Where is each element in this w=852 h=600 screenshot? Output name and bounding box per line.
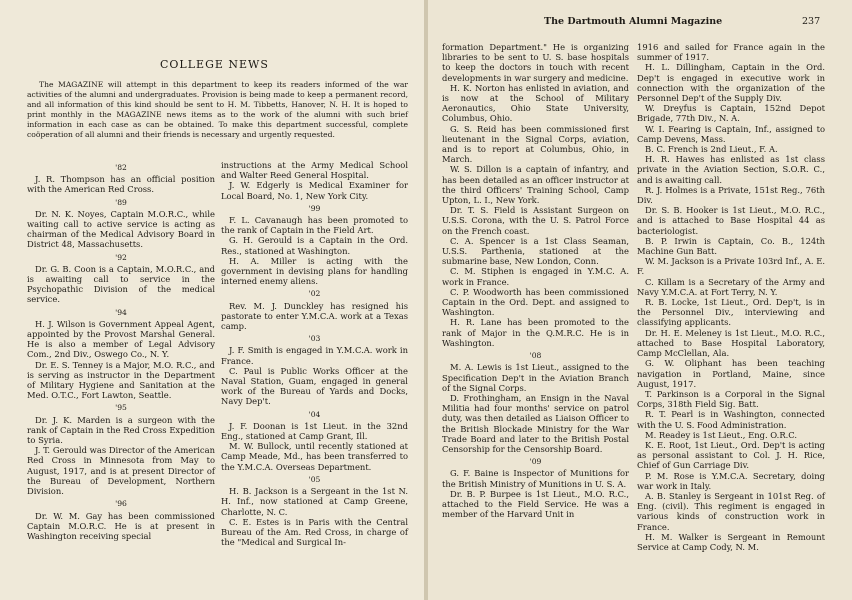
news-item: C. M. Stiphen is engaged in Y.M.C. A. work in France. bbox=[442, 266, 629, 287]
news-item: J. T. Gerould was Director of the American Red Cross in Minnesota from May to August, 1917, and is at present Director of the Bureau of Development, Northern Division. bbox=[27, 445, 215, 497]
news-item: C. P. Woodworth has been commissioned Captain in the Ord. Dept. and assigned to Washington. bbox=[442, 286, 629, 318]
class-year-heading: '95 bbox=[115, 403, 127, 413]
news-item: J. W. Edgerly is Medical Examiner for Local Board, No. 1, New York City. bbox=[221, 180, 408, 201]
news-item: W. S. Dillon is a captain of infantry, and has been detailed as an officer instructor at the third Officers' Training School, Camp Upton, L. I., New York. bbox=[442, 164, 629, 206]
class-year-heading: '09 bbox=[529, 457, 542, 467]
news-item: R. J. Holmes is a Private, 151st Reg., 76th Div. bbox=[637, 184, 825, 206]
news-item: Dr. S. B. Hooker is 1st Lieut., M.O. R.C., and is attached to Base Hospital 44 as bacteriologist. bbox=[637, 205, 825, 236]
section-title: COLLEGE NEWS bbox=[160, 58, 269, 71]
class-year-heading: '89 bbox=[115, 197, 127, 207]
news-item: Dr. E. S. Tenney is a Major, M.O. R.C., and is serving as instructor in the Department of Military Hygiene and Sanitation at the Med. O.T.C., Fort Lawton, Seattle. bbox=[27, 359, 215, 401]
news-item: W. I. Fearing is Captain, Inf., assigned to Camp Devens, Mass. bbox=[637, 123, 825, 144]
news-item: Rev. M. J. Dunckley has resigned his pastorate to enter Y.M.C.A. work at a Texas camp. bbox=[221, 300, 408, 332]
news-item: D. Frothingham, an Ensign in the Naval Militia had four months' service on patrol duty, was then detailed as Liaison Officer to the British Blockade Ministry for the War Trade Board and later to the British Postal Censorship for the Censorship Board. bbox=[442, 392, 629, 454]
news-item: B. C. French is 2nd Lieut., F. A. bbox=[645, 144, 778, 155]
news-item-continued: 1916 and sailed for France again in the summer of 1917. bbox=[637, 42, 825, 63]
news-item-continued: instructions at the Army Medical School and Walter Reed General Hospital. bbox=[221, 160, 408, 181]
news-item: W. M. Jackson is a Private 103rd Inf., A. E. F. bbox=[637, 256, 825, 277]
news-item-continued: formation Department." He is organizing libraries to be sent to U. S. base hospitals to keep the doctors in touch with recent developments in war surgery and medicine. bbox=[442, 42, 629, 83]
news-item: H. L. Dillingham, Captain in the Ord. Dep't is engaged in executive work in connection with the organization of the Personnel Dep't of the Supply Div. bbox=[637, 62, 825, 104]
news-item: M. A. Lewis is 1st Lieut., assigned to the Specification Dep't in the Aviation Branch of the Signal Corps. bbox=[442, 362, 629, 393]
news-item: C. E. Estes is in Paris with the Central Bureau of the Am. Red Cross, in charge of the "Medical and Surgical In- bbox=[221, 516, 408, 548]
class-year-heading: '08 bbox=[529, 351, 542, 361]
class-year-heading: '02 bbox=[308, 289, 321, 299]
news-item: C. Killam is a Secretary of the Army and Navy Y.M.C.A. at Fort Terry, N. Y. bbox=[637, 276, 825, 297]
news-item: H. M. Walker is Sergeant in Remount Service at Camp Cody, N. M. bbox=[637, 531, 825, 552]
news-item: C. A. Spencer is a 1st Class Seaman, U.S.S. Parthenia, stationed at the submarine base, New London, Conn. bbox=[442, 235, 629, 267]
news-item: J. F. Doonan is 1st Lieut. in the 32nd Eng., stationed at Camp Grant, Ill. bbox=[221, 420, 408, 442]
news-item: T. Parkinson is a Corporal in the Signal Corps, 318th Field Sig. Batt. bbox=[637, 388, 825, 410]
news-item: H. R. Hawes has enlisted as 1st class private in the Aviation Section, S.O.R. C., and is awaiting call. bbox=[637, 154, 825, 185]
news-item: M. W. Bullock, until recently stationed at Camp Meade, Md., has been transferred to the Y.M.C.A. Overseas Department. bbox=[221, 441, 408, 472]
news-item: F. L. Cavanaugh has been promoted to the rank of Captain in the Field Art. bbox=[221, 215, 408, 236]
news-item: Dr. W. M. Gay has been commissioned Captain M.O.R.C. He is at present in Washington receiving special bbox=[27, 510, 215, 541]
class-year-heading: '99 bbox=[308, 203, 321, 213]
news-item: J. R. Thompson has an official position with the American Red Cross. bbox=[27, 174, 215, 195]
news-item: J. F. Smith is engaged in Y.M.C.A. work in France. bbox=[221, 345, 408, 366]
news-item: W. Dreyfus is Captain, 152nd Depot Brigade, 77th Div., N. A. bbox=[637, 103, 825, 124]
class-year-heading: '94 bbox=[115, 307, 127, 317]
news-item: C. Paul is Public Works Officer at the Naval Station, Guam, engaged in general work of the Bureau of Yards and Docks, Navy Dep't. bbox=[221, 365, 408, 407]
news-item: Dr. B. P. Burpee is 1st Lieut., M.O. R.C., attached to the Field Service. He was a member of the Harvard Unit in bbox=[442, 488, 629, 520]
page-number: 237 bbox=[802, 16, 821, 27]
news-item: R. T. Pearl is in Washington, connected with the U. S. Food Administration. bbox=[637, 409, 825, 430]
news-item: Dr. J. K. Marden is a surgeon with the rank of Captain in the Red Cross Expedition to Syria. bbox=[27, 414, 215, 446]
class-year-heading: '92 bbox=[115, 252, 127, 262]
news-item: R. B. Locke, 1st Lieut., Ord. Dep't, is in the Personnel Div., interviewing and classifying applicants. bbox=[637, 297, 825, 328]
news-item: H. A. Miller is acting with the government in devising plans for handling interned enemy aliens. bbox=[221, 255, 408, 287]
news-item: Dr. G. B. Coon is a Captain, M.O.R.C., and is awaiting call to service in the Psychopathic Division of the medical service. bbox=[27, 263, 215, 305]
news-item: K. E. Root, 1st Lieut., Ord. Dep't is acting as personal assistant to Col. J. H. Rice, Chief of Gun Carriage Div. bbox=[637, 439, 825, 471]
news-item: G. S. Reid has been commissioned first lieutenant in the Signal Corps, aviation, and is to report at Columbus, Ohio, in March. bbox=[442, 123, 629, 165]
news-item: H. J. Wilson is Government Appeal Agent, appointed by the Provost Marshal General. He is also a member of Legal Advisory Com., 2nd Div., Oswego Co., N. Y. bbox=[27, 318, 215, 360]
news-item: Dr. H. E. Meleney is 1st Lieut., M.O. R.C., attached to Base Hospital Laboratory, Camp McClellan, Ala. bbox=[637, 327, 825, 359]
news-item: Dr. N. K. Noyes, Captain M.O.R.C., while waiting call to active service is acting as chairman of the Medical Advisory Board in District 48, Massachusetts. bbox=[27, 208, 215, 250]
news-item: H. R. Lane has been promoted to the rank of Major in the Q.M.R.C. He is in Washington. bbox=[442, 317, 629, 348]
column-2 bbox=[221, 160, 408, 547]
intro-paragraph: The MAGAZINE will attempt in this department to keep its readers informed of the war activities of the alumni and undergraduates. Provision is being made to keep a permanent record, and all information of this kind should be sent to H. M. Tibbetts, Hanover, N. H. It is hoped to print monthly in the MAGAZINE news items as to the work of the alumni with such brief information in each case as can be obtained. To make this department successful, complete coöperation of all alumni and their friends is necessary and urgently requested. bbox=[27, 80, 408, 139]
column-3 bbox=[442, 42, 629, 519]
news-item: G. H. Gerould is a Captain in the Ord. Res., stationed at Washington. bbox=[221, 235, 408, 256]
news-item: Dr. T. S. Field is Assistant Surgeon on U.S.S. Corona, with the U. S. Patrol Force on the French coast. bbox=[442, 205, 629, 236]
class-year-heading: '04 bbox=[308, 409, 321, 419]
news-item: H. B. Jackson is a Sergeant in the 1st N. H. Inf., now stationed at Camp Greene, Charlotte, N. C. bbox=[221, 486, 408, 517]
news-item: B. P. Irwin is Captain, Co. B., 124th Machine Gun Batt. bbox=[637, 235, 825, 257]
news-item: P. M. Rose is Y.M.C.A. Secretary, doing war work in Italy. bbox=[637, 470, 825, 491]
column-1 bbox=[27, 160, 215, 541]
news-item: G. F. Baine is Inspector of Munitions for the British Ministry of Munitions in U. S. A. bbox=[442, 468, 629, 489]
news-item: M. Readey is 1st Lieut., Eng. O.R.C. bbox=[645, 429, 798, 440]
class-year-heading: '82 bbox=[115, 163, 127, 172]
class-year-heading: '96 bbox=[115, 499, 127, 509]
class-year-heading: '05 bbox=[308, 474, 321, 484]
running-head: The Dartmouth Alumni Magazine bbox=[544, 16, 723, 27]
news-item: G. W. Oliphant has been teaching navigation in Portland, Maine, since August, 1917. bbox=[637, 358, 825, 389]
book-gutter bbox=[424, 0, 428, 600]
news-item: H. K. Norton has enlisted in aviation, and is now at the School of Military Aeronautics, Ohio State University, Columbus, Ohio. bbox=[442, 82, 629, 124]
column-4 bbox=[637, 42, 825, 552]
class-year-heading: '03 bbox=[308, 334, 321, 344]
news-item: A. B. Stanley is Sergeant in 101st Reg. of Eng. (civil). This regiment is engaged in various kinds of construction work in France. bbox=[637, 490, 825, 532]
